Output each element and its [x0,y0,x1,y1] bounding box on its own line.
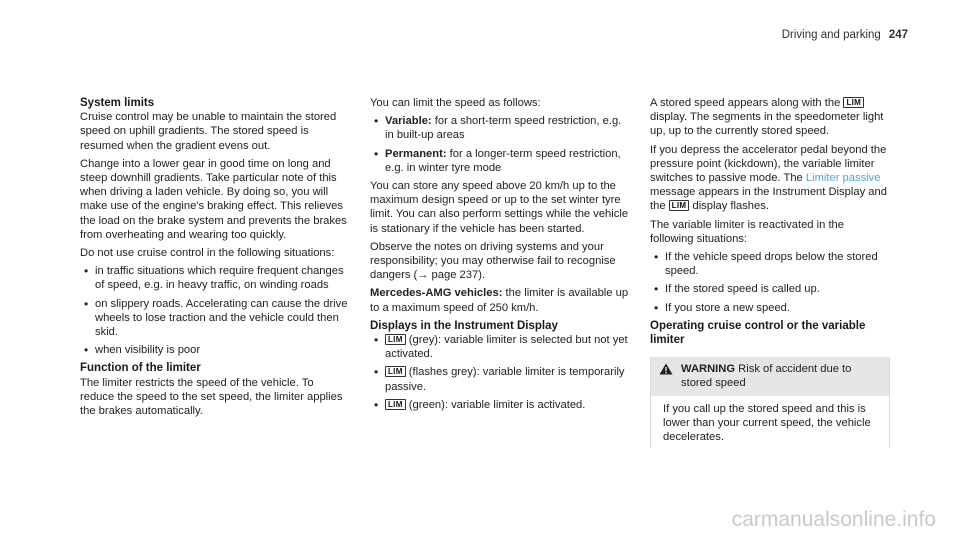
paragraph: You can limit the speed as follows: [370,97,541,109]
watermark-logo: carmanualsonline.info [731,507,936,531]
lim-icon: LIM [385,334,406,345]
text: message appears in the Instrument Display and the [650,186,887,213]
warning-body: If you call up the stored speed and this is lower than your current speed, the vehicle decelerates. [663,402,871,444]
term-variable: Variable: [385,115,432,128]
lim-icon: LIM [385,366,406,377]
section-title: Driving and parking [781,29,881,41]
list-item: • If the stored speed is called up. [650,282,890,296]
lim-icon: LIM [843,97,864,108]
paragraph [650,143,890,214]
list-item [370,147,632,175]
lim-icon: LIM [385,399,406,410]
heading-function-limiter: Function of the limiter [80,362,201,375]
limiter-passive-message: Limiter passive [805,172,881,185]
term-amg: Mercedes-AMG vehicles: [370,287,503,300]
list-item [370,114,632,142]
heading-operating: Operating cruise control or the variable limiter [650,319,866,347]
list-item: • If the vehicle speed drops below the stored speed. [650,250,890,278]
list-item: • in traffic situations which require frequent changes of speed, e.g. in heavy traffic, on winding roads [80,264,350,292]
list-item: • when visibility is poor [80,343,350,357]
list-item: • on slippery roads. Accelerating can cause the drive wheels to lose traction and the vehicle could then skid. [80,297,350,340]
list-item [370,398,632,412]
term-permanent: Permanent: [385,147,447,160]
page-header [782,28,908,42]
text: A stored speed appears along with the [650,97,844,109]
list-item-text: for a longer-term speed restriction, e.g. in winter tyre mode [385,147,621,174]
paragraph [650,96,890,139]
column-2 [370,96,632,416]
heading-system-limits: System limits [80,97,155,109]
warning-box [650,357,890,448]
paragraph: Do not use cruise control in the following situations: [80,247,335,260]
column-3 [650,96,890,448]
situations-list [80,264,350,357]
paragraph: The variable limiter is reactivated in the following situations: [650,218,845,245]
paragraph: Cruise control may be unable to maintain the stored speed on uphill gradients. The stored speed is resumed when the gradient evens out. [80,111,337,152]
paragraph: The limiter restricts the speed of the vehicle. To reduce the speed to the set speed, the limiter applies the brakes automatically. [80,376,343,418]
list-item [370,365,632,393]
list-item-text: (flashes grey): variable limiter is temporarily passive. [385,366,625,393]
warning-header [651,357,889,395]
warning-triangle-icon [659,362,681,390]
text: display. The segments in the speedometer light up, up to the currently stored speed. [650,111,884,138]
reactivation-list [650,250,890,315]
warning-head-text: Risk of accident due to stored speed [681,363,852,390]
limit-modes-list [370,114,632,175]
text: If you depress the accelerator pedal beyond the pressure point (kickdown), the variable limiter switches to passive mode. The [650,143,887,185]
text: display flashes. [689,200,769,213]
paragraph: Observe the notes on driving systems and your responsibility; you may otherwise fail to recognise dangers (→ page 237). [370,240,616,282]
warning-title: WARNING [681,363,736,376]
page-number: 247 [888,29,908,41]
lim-icon: LIM [669,200,690,211]
heading-displays: Displays in the Instrument Display [370,319,558,332]
paragraph [370,286,632,314]
list-item: • If you store a new speed. [650,301,890,315]
list-item-text: (green): variable limiter is activated. [405,398,586,411]
list-item [370,333,632,361]
list-item-text: for a short-term speed restriction, e.g. in built-up areas [385,115,622,142]
column-1 [80,96,350,422]
display-states-list [370,333,632,412]
paragraph: Change into a lower gear in good time on long and steep downhill gradients. Take particular note of this when driving a laden vehicle. By doing so, you will make use of the engine's braking effect. This relieves the load on the brake system and prevents the brakes from overheating and wearing too quickly. [80,157,347,241]
list-item-text: (grey): variable limiter is selected but not yet activated. [385,334,628,361]
paragraph: You can store any speed above 20 km/h up to the maximum design speed or up to the set winter tyre limit. You can also perform settings while the vehicle is stationary if the vehicle has been started. [370,180,629,235]
amg-text: the limiter is available up to a maximum speed of 250 km/h. [370,287,629,314]
